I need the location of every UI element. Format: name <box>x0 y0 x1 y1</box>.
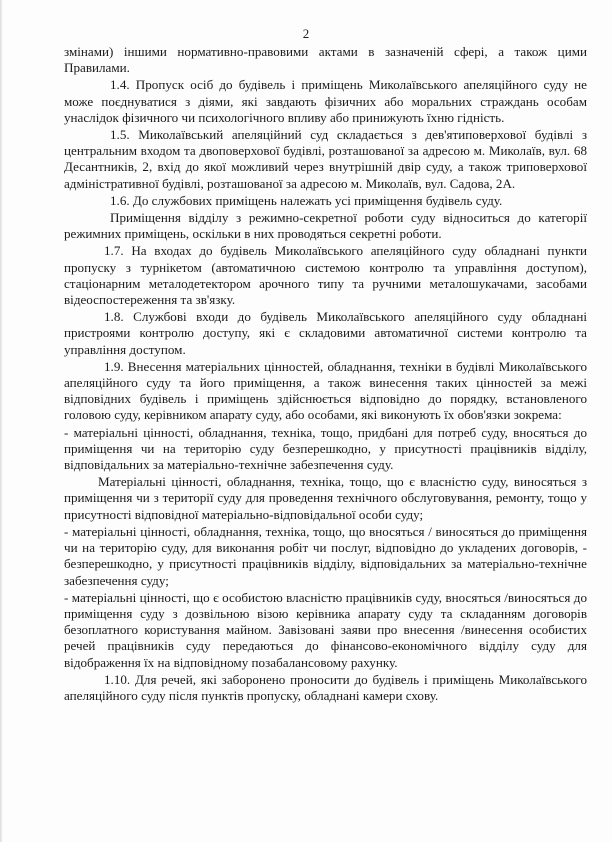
paragraph: - матеріальні цінності, обладнання, техніка, тощо, придбані для потреб суду, вносяться до приміщення чи на територію суду безперешкодно, у присутності працівників відділу, відповідальних за матеріально-технічне забезпечення суду. <box>64 424 587 473</box>
paragraph: 1.6. До службових приміщень належать усі приміщення будівель суду. <box>110 192 503 208</box>
paragraph: 1.4. Пропуск осіб до будівель і приміщень Миколаївського апеляційного суду не може поєднуватися з діями, які завдають фізичних або моральних страждань особам унаслідок фізичного чи психологічного впливу або принижують їхню гідність. <box>64 77 587 125</box>
paragraph: 1.9. Внесення матеріальних цінностей, обладнання, техніки в будівлі Миколаївського апеляційного суду та його приміщення, а також винесення таких цінностей за межі відповідних будівель і приміщень здійснюється відповідно до порядку, встановленого головою суду, керівником апарату суду, або особами, які виконують їх обов'язки зокрема: <box>64 358 587 423</box>
paragraph: змінами) іншими нормативно-правовими актами в зазначеній сфері, а також цими Правилами. <box>64 44 587 76</box>
paragraph: - матеріальні цінності, обладнання, техніка, тощо, що вносяться / виносяться до приміщення чи на територію суду, для виконання робіт чи послуг, відповідно до укладених договорів, - безперешкодно, у присутності працівників відділу, відповідальних за матеріально-технічне забезпечення суду; <box>64 523 587 588</box>
paragraph: Приміщення відділу з режимно-секретної роботи суду відноситься до категорії режимних приміщень, оскільки в них проводяться секретні роботи. <box>64 210 587 242</box>
paragraph: 1.10. Для речей, які заборонено проносити до будівель і приміщень Миколаївського апеляційного суду після пунктів пропуску, обладнані камери схову. <box>64 671 587 703</box>
document-body <box>64 44 587 705</box>
paragraph: 1.7. На входах до будівель Миколаївського апеляційного суду обладнані пункти пропуску з турнікетом (автоматичною системою контролю та управління доступом), стаціонарним металодетектором арочного типу та ручними металошукачами, засобами відеоспостереження та зв'язку. <box>64 243 587 308</box>
scan-edge <box>0 0 3 842</box>
paragraph: Матеріальні цінності, обладнання, техніка, тощо, що є власністю суду, виносяться з приміщення чи з території суду для проведення технічного обслуговування, ремонту, тощо у присутності відповідної матеріально-відповідальної особи суду; <box>64 474 587 522</box>
paragraph: 1.5. Миколаївський апеляційний суд складається з дев'ятиповерхової будівлі з центральним входом та двоповерхової будівлі, розташованої за адресою м. Миколаїв, вул. 68 Десантників, 2, вхід до якої можливий через внутрішній двір суду, а також триповерхової адміністративної будівлі, розташованої за адресою м. Миколаїв, вул. Садова, 2А. <box>64 127 587 191</box>
paragraph: - матеріальні цінності, що є особистою власністю працівників суду, вносяться /виносяться до приміщення суду з дозвільною візою керівника апарату суду та складанням договорів безоплатного користування майном. Завізовані заяви про внесення /винесення особистих речей працівників суду передаються до фінансово-економічного відділу суду для відображення їх на відповідному позабалансовому рахунку. <box>64 589 587 670</box>
page-number: 2 <box>302 26 310 41</box>
paragraph: 1.8. Службові входи до будівель Миколаївського апеляційного суду обладнані пристроями контролю доступу, які є складовими автоматичної системи контролю та управління доступом. <box>64 309 587 357</box>
